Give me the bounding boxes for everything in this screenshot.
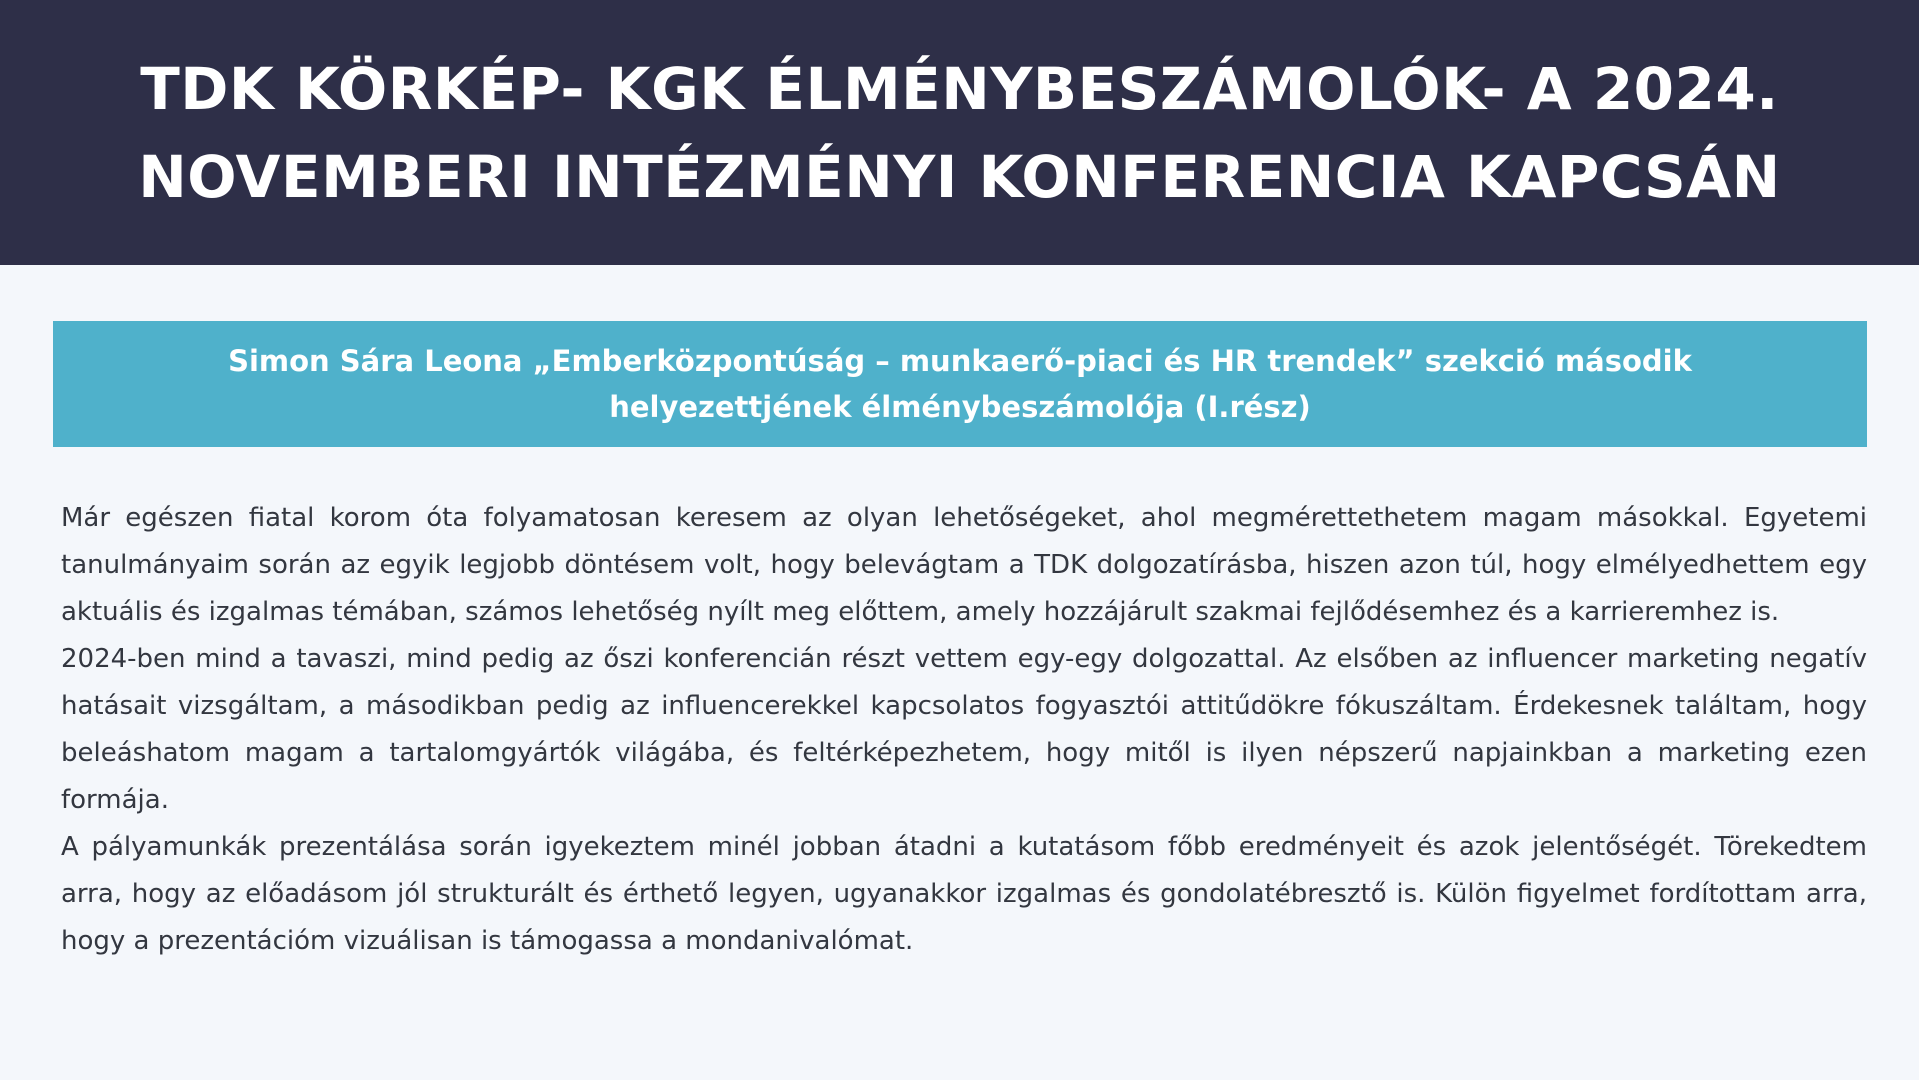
- subtitle-banner: [53, 321, 1867, 447]
- section-subtitle: [80, 338, 1840, 430]
- article-paragraph: A pályamunkák prezentálása során igyekeztem minél jobban átadni a kutatásom főbb eredményeit és azok jelentőségét. Törekedtem arra, hogy az előadásom jól strukturált és érthető legyen, ugyanakkor izgalmas és gondolatébresztő is. Külön figyelmet fordítottam arra, hogy a prezentációm vizuálisan is támogassa a mondanivalómat.: [61, 832, 1867, 956]
- article-paragraph: Már egészen fiatal korom óta folyamatosan keresem az olyan lehetőségeket, ahol megmérettethetem magam másokkal. Egyetemi tanulmányaim során az egyik legjobb döntésem volt, hogy belevágtam a TDK dolgozatírásba, hiszen azon túl, hogy elmélyedhettem egy aktuális és izgalmas témában, számos lehetőség nyílt meg előttem, amely hozzájárult szakmai fejlődésemhez és a karrieremhez is.: [61, 503, 1867, 627]
- section-subtitle-line-1: Simon Sára Leona „Emberközpontúság – munkaerő-piaci és HR trendek” szekció második: [228, 344, 1692, 378]
- page-title-line-1: TDK KÖRKÉP- KGK ÉLMÉNYBESZÁMOLÓK- A 2024.: [140, 54, 1779, 123]
- section-subtitle-line-2: helyezettjének élménybeszámolója (I.rész): [609, 390, 1311, 424]
- article-paragraph: 2024-ben mind a tavaszi, mind pedig az őszi konferencián részt vettem egy-egy dolgozattal. Az elsőben az influencer marketing negatív hatásait vizsgáltam, a másodikban pedig az influencerekkel kapcsolatos fogyasztói attitűdökre fókuszáltam. Érdekesnek találtam, hogy beleáshatom magam a tartalomgyártók világába, és feltérképezhetem, hogy mitől is ilyen népszerű napjainkban a marketing ezen formája.: [61, 644, 1867, 815]
- header-banner: [0, 0, 1919, 265]
- article-body: [61, 495, 1867, 965]
- page-title: [70, 45, 1850, 221]
- page-title-line-2: NOVEMBERI INTÉZMÉNYI KONFERENCIA KAPCSÁN: [138, 142, 1781, 211]
